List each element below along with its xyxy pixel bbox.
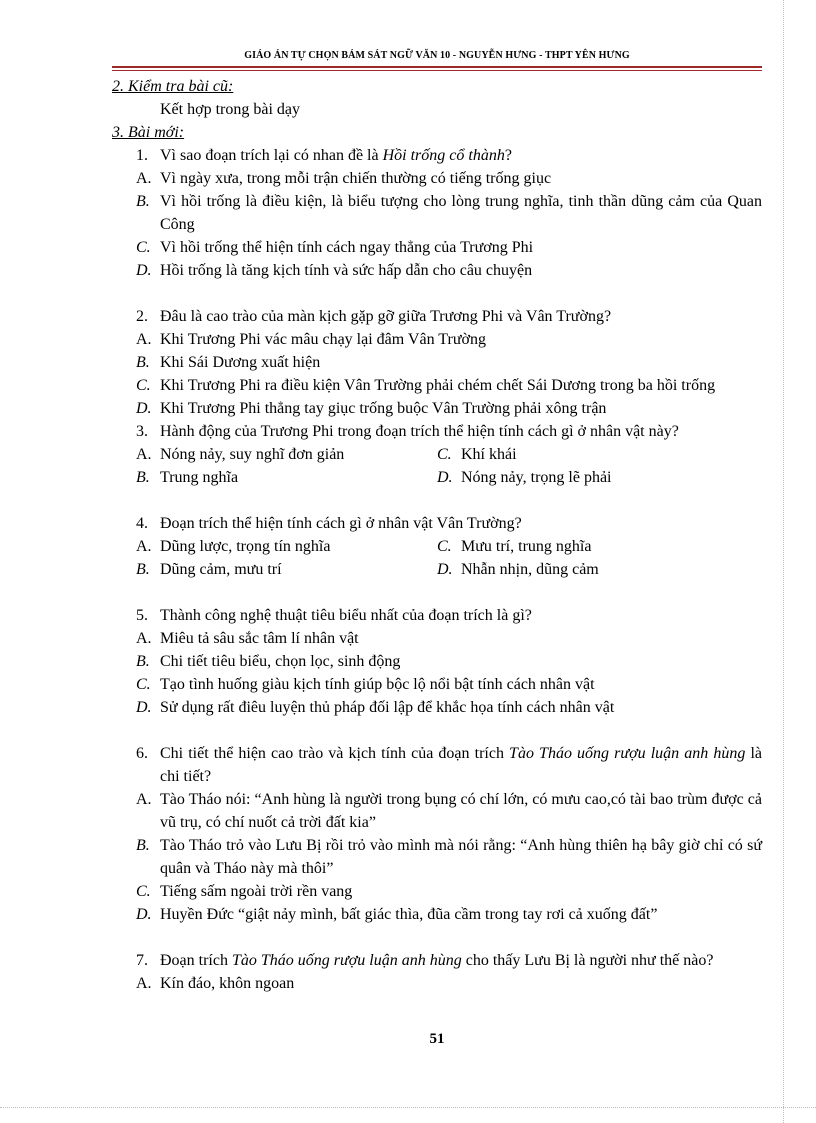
section-2-body: Kết hợp trong bài dạy: [160, 101, 300, 118]
option-text: Nóng nảy, suy nghĩ đơn giản: [160, 446, 345, 463]
option-text: Tiếng sấm ngoài trời rền vang: [160, 883, 353, 900]
question-number: 2.: [136, 308, 148, 325]
option-row: [112, 443, 762, 466]
option-letter: B.: [136, 837, 150, 854]
option-text: Sử dụng rất điêu luyện thủ pháp đối lập để khắc họa tính cách nhân vật: [160, 699, 615, 716]
option-b: [112, 834, 762, 880]
question-text: Thành công nghệ thuật tiêu biểu nhất của đoạn trích là gì?: [160, 607, 532, 624]
option-letter: D.: [136, 400, 152, 417]
option-c: [437, 535, 762, 558]
option-text: Trung nghĩa: [160, 469, 239, 486]
option-a: [112, 535, 437, 558]
option-text: Hồi trống là tăng kịch tính và sức hấp dẫn cho câu chuyện: [160, 262, 533, 279]
question-text: [160, 949, 762, 972]
option-text: Tào Tháo nói: “Anh hùng là người trong bụng có chí lớn, có mưu cao,có tài bao trùm được cả vũ trụ, có chí nuốt cả trời đất kia”: [160, 791, 762, 831]
option-text: Kín đáo, khôn ngoan: [160, 975, 295, 992]
option-text: Dũng lược, trọng tín nghĩa: [160, 538, 331, 555]
option-letter: C.: [136, 239, 151, 256]
question-text: Đâu là cao trào của màn kịch gặp gỡ giữa Trương Phi và Vân Trường?: [160, 308, 612, 325]
option-c: [112, 880, 762, 903]
spacer: [112, 581, 762, 604]
question-title-italic: Hồi trống cổ thành: [382, 147, 505, 164]
option-text: Nhẫn nhịn, dũng cảm: [461, 561, 599, 578]
option-text: Dũng cảm, mưu trí: [160, 561, 282, 578]
option-letter: A.: [136, 975, 152, 992]
option-c: [112, 673, 762, 696]
option-letter: D.: [136, 699, 152, 716]
question-number: 3.: [136, 423, 148, 440]
question-number: 1.: [136, 147, 148, 164]
section-3-title: 3. Bài mới:: [112, 124, 185, 141]
option-text: Tạo tình huống giàu kịch tính giúp bộc lộ nổi bật tính cách nhân vật: [160, 676, 595, 693]
question-1: [112, 144, 762, 167]
option-text: Vì ngày xưa, trong mỗi trận chiến thường có tiếng trống giục: [160, 170, 552, 187]
page-edge-right: [783, 0, 784, 1123]
option-c: [437, 443, 762, 466]
question-7: [112, 949, 762, 972]
option-text: Vì hồi trống là điều kiện, là biểu tượng cho lòng trung nghĩa, tinh thần dũng cảm của Quan Công: [160, 193, 762, 233]
document-body: [112, 75, 762, 995]
option-letter: A.: [136, 170, 152, 187]
option-letter: A.: [136, 331, 152, 348]
question-number: 5.: [136, 607, 148, 624]
question-text-part: cho thấy Lưu Bị là người như thế nào?: [461, 952, 714, 969]
option-a: [112, 167, 762, 190]
page-edge-bottom: [0, 1107, 816, 1108]
question-text-part: Vì sao đoạn trích lại có nhan đề là: [160, 147, 383, 164]
question-3: [112, 420, 762, 443]
question-number: 4.: [136, 515, 148, 532]
option-b: [112, 558, 437, 581]
option-letter: A.: [136, 446, 152, 463]
option-letter: C.: [437, 446, 452, 463]
option-letter: B.: [136, 193, 150, 210]
option-d: [112, 259, 762, 282]
option-text: Nóng nảy, trọng lẽ phải: [461, 469, 612, 486]
question-text-part: ?: [504, 147, 512, 164]
spacer: [112, 719, 762, 742]
page-number: 51: [429, 1031, 445, 1047]
option-text: Vì hồi trống thể hiện tính cách ngay thẳng của Trương Phi: [160, 239, 534, 256]
question-5: [112, 604, 762, 627]
option-letter: C.: [136, 676, 151, 693]
question-text: [160, 742, 762, 788]
question-text-part: Chi tiết thể hiện cao trào và kịch tính của đoạn trích: [160, 745, 510, 762]
header-rule-thick: [112, 66, 762, 68]
option-letter: D.: [136, 906, 152, 923]
option-letter: A.: [136, 791, 152, 808]
option-row: [112, 558, 762, 581]
section-2-title: 2. Kiểm tra bài cũ:: [112, 78, 234, 95]
option-b: [112, 466, 437, 489]
option-a: [112, 328, 762, 351]
question-text: Đoạn trích thể hiện tính cách gì ở nhân vật Vân Trường?: [160, 515, 522, 532]
option-text: Miêu tả sâu sắc tâm lí nhân vật: [160, 630, 359, 647]
option-d: [112, 696, 762, 719]
option-letter: C.: [437, 538, 452, 555]
option-a: [112, 788, 762, 834]
option-c: [112, 236, 762, 259]
option-letter: B.: [136, 469, 150, 486]
spacer: [112, 489, 762, 512]
option-letter: C.: [136, 883, 151, 900]
option-text: Khí khái: [461, 446, 517, 463]
option-a: [112, 627, 762, 650]
option-text: Tào Tháo trỏ vào Lưu Bị rồi trỏ vào mình mà nói rằng: “Anh hùng thiên hạ bây giờ chỉ có sứ quân và Tháo này mà thôi”: [160, 837, 762, 877]
option-c: [112, 374, 762, 397]
question-text: [160, 144, 762, 167]
question-text-part: là chi tiết?: [160, 745, 763, 785]
option-d: [112, 397, 762, 420]
option-text: Khi Trương Phi thẳng tay giục trống buộc Vân Trường phải xông trận: [160, 400, 607, 417]
option-a: [112, 972, 762, 995]
question-title-italic: Tào Tháo uống rượu luận anh hùng: [509, 745, 746, 762]
header-rule-thin: [112, 70, 762, 71]
option-letter: A.: [136, 630, 152, 647]
option-letter: B.: [136, 354, 150, 371]
page-header: GIÁO ÁN TỰ CHỌN BÁM SÁT NGỮ VĂN 10 - NGUYỄN HƯNG - THPT YÊN HƯNG: [244, 50, 630, 61]
option-a: [112, 443, 437, 466]
option-text: Khi Trương Phi ra điều kiện Vân Trường phải chém chết Sái Dương trong ba hồi trống: [160, 377, 716, 394]
option-text: Khi Trương Phi vác mâu chạy lại đâm Vân Trường: [160, 331, 486, 348]
option-b: [112, 650, 762, 673]
question-number: 7.: [136, 952, 148, 969]
option-d: [112, 903, 762, 926]
option-letter: B.: [136, 653, 150, 670]
option-row: [112, 466, 762, 489]
option-letter: D.: [136, 262, 152, 279]
spacer: [112, 926, 762, 949]
question-text: Hành động của Trương Phi trong đoạn trích thể hiện tính cách gì ở nhân vật này?: [160, 423, 679, 440]
option-letter: C.: [136, 377, 151, 394]
question-2: [112, 305, 762, 328]
option-text: Mưu trí, trung nghĩa: [461, 538, 592, 555]
option-d: [437, 466, 762, 489]
option-text: Huyền Đức “giật nảy mình, bất giác thìa, đũa cầm trong tay rơi cả xuống đất”: [160, 906, 658, 923]
option-letter: B.: [136, 561, 150, 578]
option-row: [112, 535, 762, 558]
spacer: [112, 282, 762, 305]
option-d: [437, 558, 762, 581]
question-4: [112, 512, 762, 535]
option-letter: D.: [437, 561, 453, 578]
question-title-italic: Tào Tháo uống rượu luận anh hùng: [231, 952, 462, 969]
option-text: Chi tiết tiêu biểu, chọn lọc, sinh động: [160, 653, 401, 670]
question-text-part: Đoạn trích: [160, 952, 232, 969]
option-letter: A.: [136, 538, 152, 555]
question-6: [112, 742, 762, 788]
option-text: Khi Sái Dương xuất hiện: [160, 354, 321, 371]
option-b: [112, 190, 762, 236]
option-letter: D.: [437, 469, 453, 486]
question-number: 6.: [136, 745, 148, 762]
option-b: [112, 351, 762, 374]
